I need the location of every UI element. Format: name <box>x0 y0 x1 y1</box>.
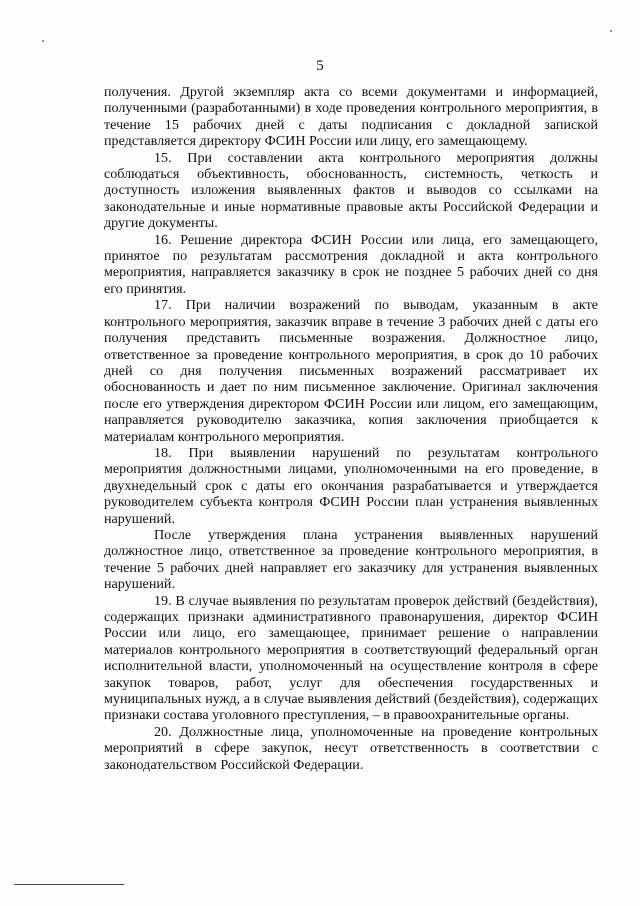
paragraph-15: 15. При составлении акта контрольного мероприятия должны соблюдаться объективность, обоснованность, системность, четкость и доступность изложения выявленных фактов и выводов со ссылками на законодательные и иные нормативные правовые акты Российской Федерации и другие документы. <box>104 149 598 232</box>
paragraph-18: 18. При выявлении нарушений по результатам контрольного мероприятия должностными лицами, уполномоченными на его проведение, в двухнедельный срок с даты его окончания разрабатывается и утверждается руководителем субъекта контроля ФСИН России план устранения выявленных нарушений. <box>104 444 598 527</box>
paragraph-18-continued: После утверждения плана устранения выявленных нарушений должностное лицо, ответственное за проведение контрольного мероприятия, в течение 5 рабочих дней направляет его заказчику для устранения выявленных нарушений. <box>104 526 598 593</box>
paragraph-continuation: получения. Другой экземпляр акта со всеми документами и информацией, полученными (разработанными) в ходе проведения контрольного мероприятия, в течение 15 рабочих дней с даты подписания с докладной запиской представляется директору ФСИН России или лицу, его замещающему. <box>104 84 598 150</box>
paragraph-17: 17. При наличии возражений по выводам, указанным в акте контрольного мероприятия, заказчик вправе в течение 3 рабочих дней с даты его получения представить письменные возражения. Должностное лицо, ответственное за проведение контрольного мероприятия, в срок до 10 рабочих дней со дня получения письменных возражений рассматривает их обоснованность и дает по ним письменное заключение. Оригинал заключения после его утверждения директором ФСИН России или лицом, его замещающим, направляется руководителю заказчика, копия заключения приобщается к материалам контрольного мероприятия. <box>104 297 598 445</box>
paragraph-20: 20. Должностные лица, уполномоченные на проведение контрольных мероприятий в сфере закупок, несут ответственность в соответствии с законодательством Российской Федерации. <box>104 723 598 773</box>
paragraph-19: 19. В случае выявления по результатам проверок действий (бездействия), содержащих признаки административного правонарушения, директор ФСИН России или лицо, его замещающее, принимает решение о направлении материалов контрольного мероприятия в соответствующий федеральный орган исполнительной власти, уполномоченный на осуществление контроля в сфере закупок товаров, работ, услуг для обеспечения государственных и муниципальных нужд, а в случае выявления действий (бездействия), содержащих признаки состава уголовного преступления, – в правоохранительные органы. <box>104 592 598 724</box>
paragraph-16: 16. Решение директора ФСИН России или лица, его замещающего, принятое по результатам рассмотрения докладной и акта контрольного мероприятия, направляется заказчику в срок не позднее 5 рабочих дней со дня его принятия. <box>104 231 598 297</box>
scan-speck <box>42 40 44 42</box>
footer-rule <box>14 884 124 885</box>
page-number: 5 <box>316 58 324 74</box>
scan-speck <box>610 30 612 32</box>
document-body <box>104 84 598 773</box>
